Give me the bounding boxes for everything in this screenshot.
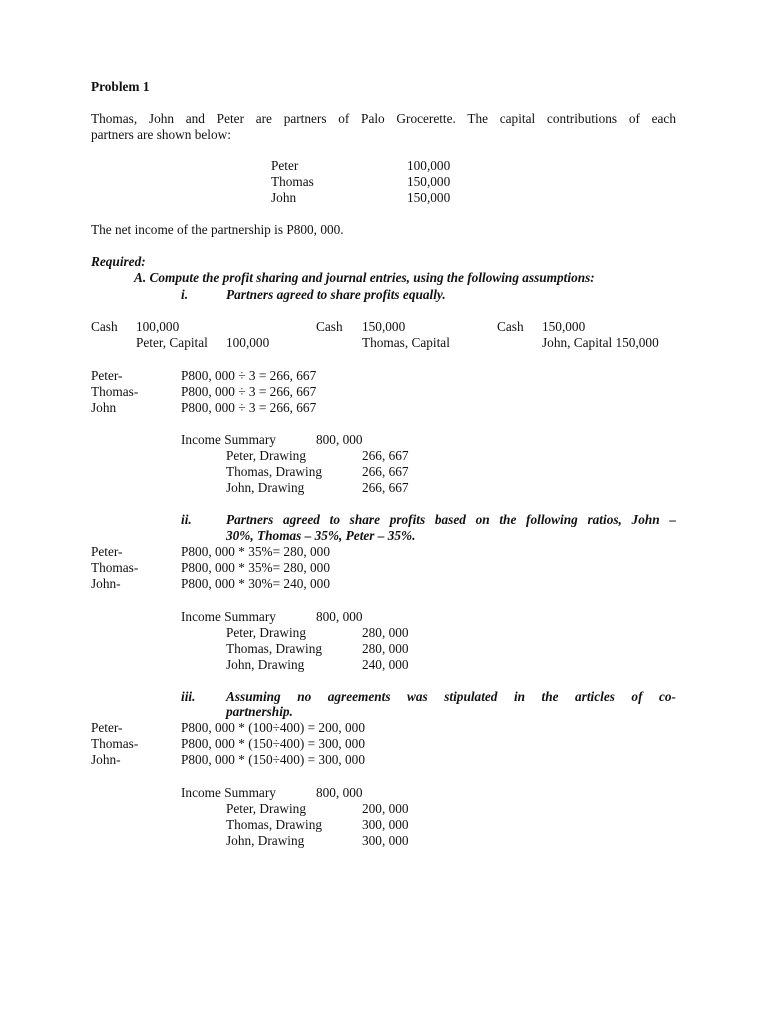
capital-account-amount: 100,000	[226, 335, 270, 350]
case-i-number: i.	[181, 287, 189, 302]
journal-debit-amount: 800, 000	[316, 432, 363, 447]
intro-line-2: partners are shown below:	[91, 127, 231, 142]
case-iii-title-line-1: Assuming no agreements was stipulated in the articles of co-	[226, 689, 676, 704]
case-ii-title-line-2: 30%, Thomas – 35%, Peter – 35%.	[226, 528, 416, 543]
journal-debit-amount: 800, 000	[316, 609, 363, 624]
cash-amount: 150,000	[362, 319, 406, 334]
capital-name: Thomas	[271, 174, 314, 189]
partner-name: Thomas-	[91, 560, 139, 575]
journal-credit-label: Peter, Drawing	[226, 448, 306, 463]
journal-debit-label: Income Summary	[181, 432, 276, 447]
share-calculation: P800, 000 ÷ 3 = 266, 667	[181, 384, 317, 399]
journal-credit-label: John, Drawing	[226, 480, 305, 495]
cash-amount: 150,000	[542, 319, 586, 334]
journal-credit-label: Thomas, Drawing	[226, 817, 323, 832]
case-ii-title-line-1: Partners agreed to share profits based on the following ratios, John –	[226, 512, 676, 527]
partner-name: Thomas-	[91, 736, 139, 751]
case-ii-number: ii.	[181, 512, 192, 527]
cash-label: Cash	[316, 319, 343, 334]
problem-title: Problem 1	[91, 79, 150, 94]
share-calculation: P800, 000 * (100÷400) = 200, 000	[181, 720, 365, 735]
partner-name: Peter-	[91, 720, 123, 735]
journal-credit-amount: 266, 667	[362, 464, 409, 479]
journal-credit-amount: 266, 667	[362, 448, 409, 463]
partner-name: Thomas-	[91, 384, 139, 399]
share-calculation: P800, 000 * (150÷400) = 300, 000	[181, 752, 365, 767]
journal-credit-amount: 300, 000	[362, 817, 409, 832]
journal-credit-amount: 266, 667	[362, 480, 409, 495]
task-a-heading: A. Compute the profit sharing and journal entries, using the following assumptions:	[134, 270, 595, 285]
capital-account-label: Thomas, Capital	[362, 335, 450, 350]
cash-amount: 100,000	[136, 319, 180, 334]
journal-debit-amount: 800, 000	[316, 785, 363, 800]
capital-amount: 150,000	[407, 190, 451, 205]
net-income-text: The net income of the partnership is P800, 000.	[91, 222, 344, 237]
capital-name: John	[271, 190, 297, 205]
case-iii-number: iii.	[181, 689, 196, 704]
case-i-title: Partners agreed to share profits equally.	[226, 287, 446, 302]
partner-name: John-	[91, 576, 121, 591]
share-calculation: P800, 000 ÷ 3 = 266, 667	[181, 368, 317, 383]
partner-name: John	[91, 400, 117, 415]
share-calculation: P800, 000 * (150÷400) = 300, 000	[181, 736, 365, 751]
share-calculation: P800, 000 * 35%= 280, 000	[181, 560, 330, 575]
journal-credit-amount: 200, 000	[362, 801, 409, 816]
intro-line-1: Thomas, John and Peter are partners of Palo Grocerette. The capital contributions of each	[91, 111, 676, 126]
partner-name: Peter-	[91, 368, 123, 383]
cash-label: Cash	[497, 319, 524, 334]
journal-credit-amount: 300, 000	[362, 833, 409, 848]
capital-amount: 100,000	[407, 158, 451, 173]
partner-name: John-	[91, 752, 121, 767]
journal-credit-label: Peter, Drawing	[226, 801, 306, 816]
capital-account-label: Peter, Capital	[136, 335, 208, 350]
case-iii-title-line-2: partnership.	[226, 704, 293, 719]
journal-debit-label: Income Summary	[181, 785, 276, 800]
partner-name: Peter-	[91, 544, 123, 559]
share-calculation: P800, 000 ÷ 3 = 266, 667	[181, 400, 317, 415]
journal-credit-label: John, Drawing	[226, 657, 305, 672]
journal-credit-label: John, Drawing	[226, 833, 305, 848]
required-label: Required:	[91, 254, 146, 269]
share-calculation: P800, 000 * 30%= 240, 000	[181, 576, 330, 591]
capital-name: Peter	[271, 158, 299, 173]
journal-credit-amount: 280, 000	[362, 641, 409, 656]
journal-credit-amount: 280, 000	[362, 625, 409, 640]
journal-credit-amount: 240, 000	[362, 657, 409, 672]
share-calculation: P800, 000 * 35%= 280, 000	[181, 544, 330, 559]
journal-credit-label: Thomas, Drawing	[226, 641, 323, 656]
journal-credit-label: Peter, Drawing	[226, 625, 306, 640]
journal-credit-label: Thomas, Drawing	[226, 464, 323, 479]
capital-amount: 150,000	[407, 174, 451, 189]
cash-label: Cash	[91, 319, 118, 334]
journal-debit-label: Income Summary	[181, 609, 276, 624]
capital-account-label: John, Capital 150,000	[542, 335, 659, 350]
